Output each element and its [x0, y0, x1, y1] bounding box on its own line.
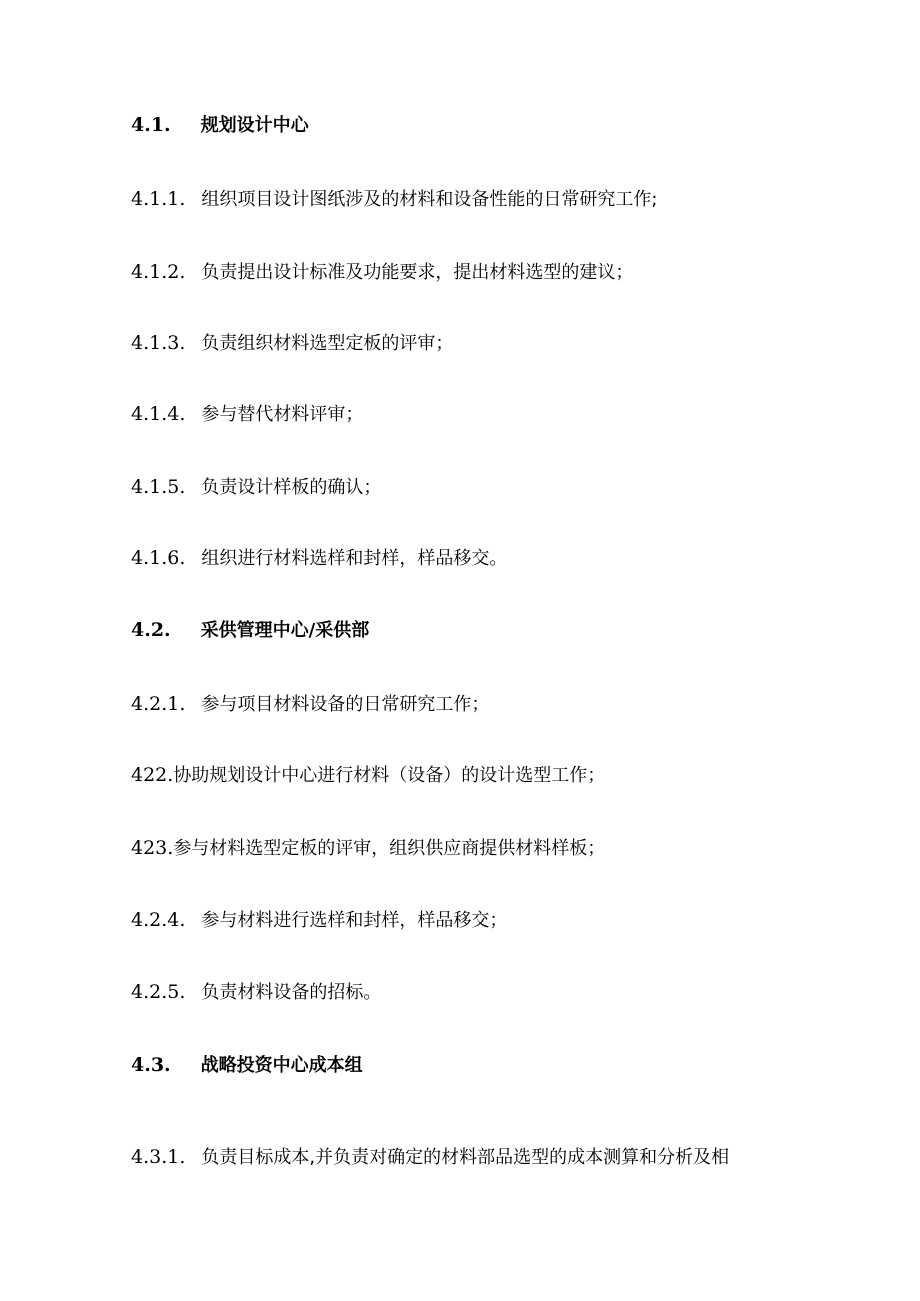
item-text: 参与项目材料设备的日常研究工作； [201, 694, 490, 715]
list-item-4-2-5 [131, 980, 381, 1005]
item-number: 4.1.1. [131, 188, 186, 210]
item-number: 4.1. [131, 114, 171, 136]
list-item-4-1-5 [131, 475, 381, 500]
section-heading-4-3 [131, 1053, 363, 1078]
list-item-4-1-2 [131, 260, 633, 285]
item-number: 4.2.5. [131, 981, 186, 1003]
list-item-4-1-6 [131, 546, 507, 571]
section-heading-4-1 [131, 113, 309, 138]
list-item-4-2-4 [131, 908, 507, 933]
item-text: 参与材料进行选样和封样，样品移交； [201, 910, 508, 931]
section-heading-4-2 [131, 618, 369, 643]
item-number: 4.2.1. [131, 693, 186, 715]
item-number: 4.1.4. [131, 403, 186, 425]
list-item-4-3-1 [131, 1145, 729, 1170]
item-text: 负责组织材料选型定板的评审； [201, 333, 454, 354]
item-number: 4.1.5. [131, 476, 186, 498]
item-text: 负责目标成本,并负责对确定的材料部品选型的成本测算和分析及相 [201, 1147, 730, 1168]
item-text: 负责材料设备的招标。 [201, 982, 382, 1003]
list-item-4-2-2 [131, 763, 605, 788]
item-text: 参与替代材料评审； [201, 404, 364, 425]
item-number: 423. [131, 837, 174, 859]
item-number: 4.2. [131, 619, 171, 641]
item-text: 负责设计样板的确认； [201, 477, 382, 498]
item-text: 组织进行材料选样和封样，样品移交。 [201, 548, 508, 569]
item-number: 4.1.6. [131, 547, 186, 569]
item-text: 规划设计中心 [200, 115, 309, 136]
list-item-4-2-1 [131, 692, 489, 717]
item-number: 4.3. [131, 1054, 171, 1076]
item-number: 4.1.2. [131, 261, 186, 283]
item-number: 4.2.4. [131, 909, 186, 931]
item-text: 参与材料选型定板的评审，组织供应商提供材料样板； [173, 838, 606, 859]
item-number: 422. [131, 764, 174, 786]
item-text: 战略投资中心成本组 [200, 1055, 363, 1076]
item-text: 协助规划设计中心进行材料（设备）的设计选型工作； [173, 765, 606, 786]
list-item-4-2-3 [131, 836, 605, 861]
item-number: 4.1.3. [131, 332, 186, 354]
item-text: 采供管理中心/采供部 [200, 620, 370, 641]
item-number: 4.3.1. [131, 1146, 186, 1168]
list-item-4-1-1 [131, 187, 657, 212]
list-item-4-1-3 [131, 331, 453, 356]
list-item-4-1-4 [131, 402, 363, 427]
item-text: 组织项目设计图纸涉及的材料和设备性能的日常研究工作; [201, 189, 658, 210]
item-text: 负责提出设计标准及功能要求，提出材料选型的建议； [201, 262, 634, 283]
